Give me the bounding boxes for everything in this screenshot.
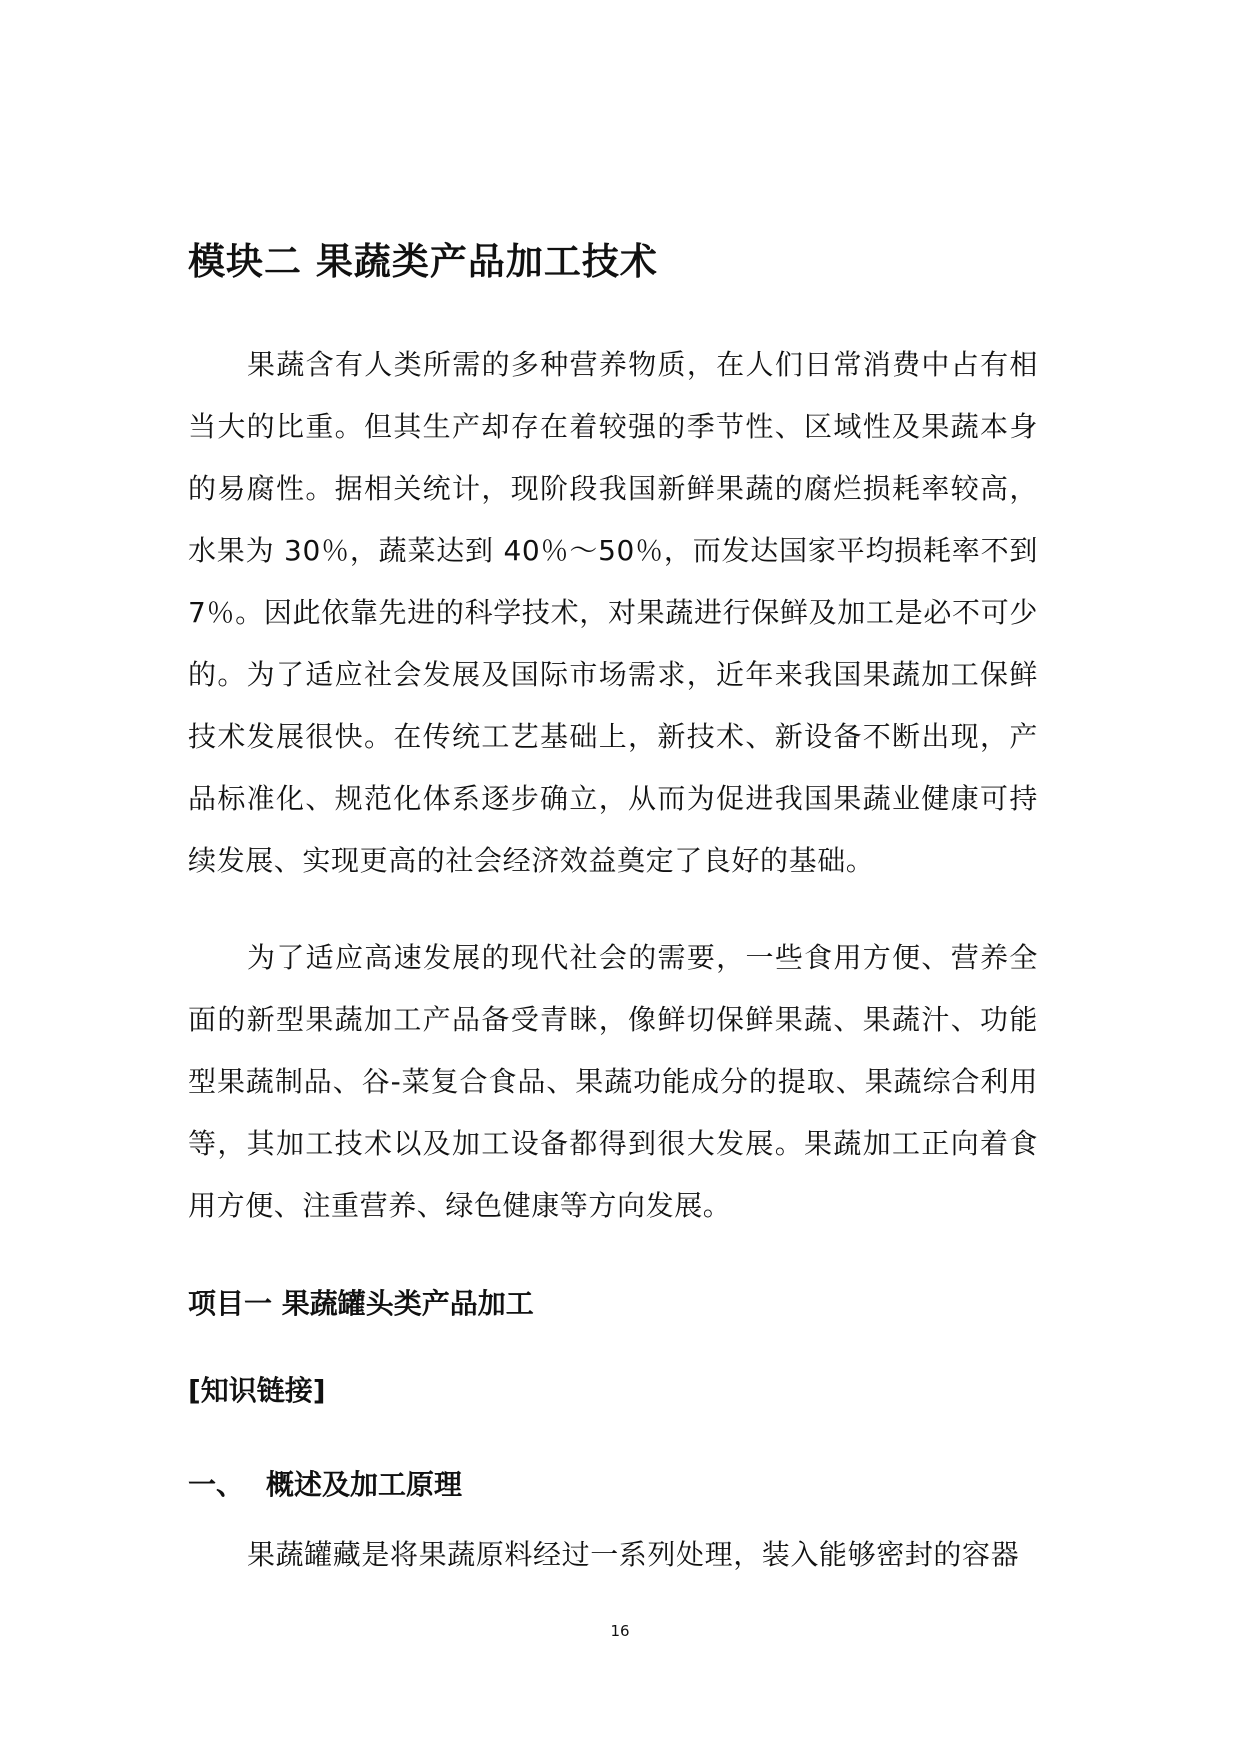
section-heading	[188, 1465, 462, 1505]
section-title: 概述及加工原理	[266, 1468, 463, 1501]
trend-paragraph: 为了适应高速发展的现代社会的需要，一些食用方便、营养全面的新型果蔬加工产品备受青睐，像鲜切保鲜果蔬、果蔬汁、功能型果蔬制品、谷-菜复合食品、果蔬功能成分的提取、果蔬综合利用等，其加工技术以及加工设备都得到很大发展。果蔬加工正向着食用方便、注重营养、绿色健康等方向发展。	[188, 941, 1038, 1222]
canning-paragraph: 果蔬罐藏是将果蔬原料经过一系列处理，装入能够密封的容器	[247, 1538, 1020, 1571]
knowledge-link-heading: [知识链接]	[188, 1374, 326, 1407]
page-number: 16	[610, 1622, 630, 1640]
section-number: 一、	[188, 1468, 245, 1501]
module-title: 模块二 果蔬类产品加工技术	[188, 240, 658, 283]
intro-paragraph: 果蔬含有人类所需的多种营养物质，在人们日常消费中占有相当大的比重。但其生产却存在着较强的季节性、区域性及果蔬本身的易腐性。据相关统计，现阶段我国新鲜果蔬的腐烂损耗率较高，水果为 30％，蔬菜达到 40％～50％，而发达国家平均损耗率不到 7％。因此依靠先进的科学技术，对果蔬进行保鲜及加工是必不可少的。为了适应社会发展及国际市场需求，近年来我国果蔬加工保鲜技术发展很快。在传统工艺基础上，新技术、新设备不断出现，产品标准化、规范化体系逐步确立，从而为促进我国果蔬业健康可持续发展、实现更高的社会经济效益奠定了良好的基础。	[188, 348, 1038, 877]
project-title: 项目一 果蔬罐头类产品加工	[188, 1287, 534, 1320]
